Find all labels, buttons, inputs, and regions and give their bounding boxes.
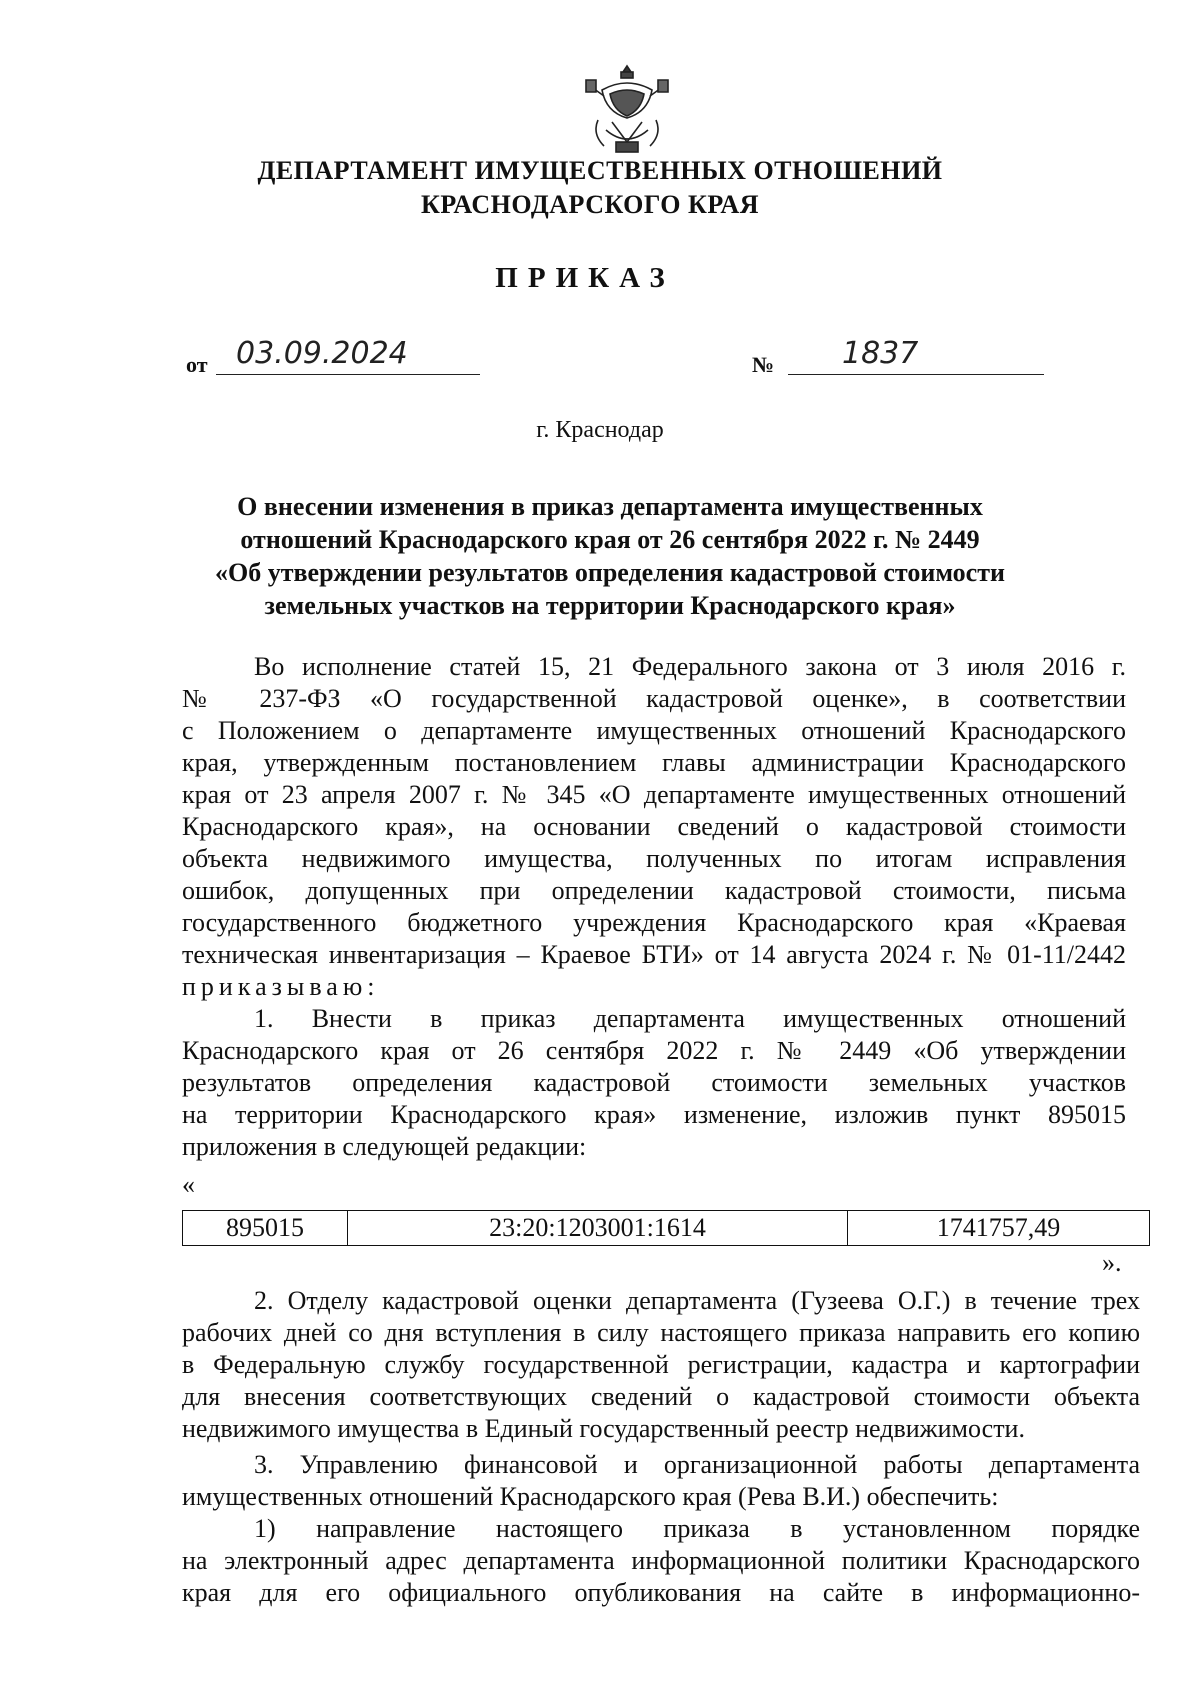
item3-line: имущественных отношений Краснодарского края (Рева В.И.) обеспечить: xyxy=(182,1482,999,1511)
title-line: земельных участков на территории Краснодарского края» xyxy=(264,591,956,620)
title-line: «Об утверждении результатов определения кадастровой стоимости xyxy=(215,558,1005,587)
preamble-line: края, утвержденным постановлением главы администрации Краснодарского xyxy=(182,748,1126,777)
order-directive: приказываю: xyxy=(182,972,380,1001)
department-name-line1: ДЕПАРТАМЕНТ ИМУЩЕСТВЕННЫХ ОТНОШЕНИЙ xyxy=(257,156,943,185)
item1-line: приложения в следующей редакции: xyxy=(182,1132,587,1161)
preamble-line: края от 23 апреля 2007 г. № 345 «О департаменте имущественных отношений xyxy=(182,780,1126,809)
title-line: О внесении изменения в приказ департамента имущественных xyxy=(237,492,983,521)
preamble-line: Во исполнение статей 15, 21 Федерального закона от 3 июля 2016 г. xyxy=(254,652,1126,681)
document-title xyxy=(0,490,1200,622)
number-underline xyxy=(788,374,1044,375)
city: г. Краснодар xyxy=(536,417,664,443)
item1-line: 1. Внести в приказ департамента имущественных отношений xyxy=(254,1004,1126,1033)
item2-line: для внесения соответствующих сведений о кадастровой стоимости объекта xyxy=(182,1382,1140,1411)
quote-open: « xyxy=(182,1170,195,1199)
date-handwritten: 03.09.2024 xyxy=(236,336,408,371)
number-label: № xyxy=(752,352,775,377)
preamble-line: ошибок, допущенных при определении кадастровой стоимости, письма xyxy=(182,876,1126,905)
title-line: отношений Краснодарского края от 26 сентября 2022 г. № 2449 xyxy=(240,525,980,554)
item1-line: Краснодарского края от 26 сентября 2022 г. № 2449 «Об утверждении xyxy=(182,1036,1126,1065)
item1-line: на территории Краснодарского края» изменение, изложив пункт 895015 xyxy=(182,1100,1126,1129)
preamble-line: Краснодарского края», на основании сведений о кадастровой стоимости xyxy=(182,812,1126,841)
item3-sub1-line: 1) направление настоящего приказа в установленном порядке xyxy=(254,1514,1140,1543)
quote-close: ». xyxy=(1102,1248,1122,1277)
coat-of-arms-icon xyxy=(572,60,682,160)
table-cell-cadastral-value: 1741757,49 xyxy=(936,1213,1061,1242)
number-handwritten: 1837 xyxy=(842,336,919,371)
item3-line: 3. Управлению финансовой и организационной работы департамента xyxy=(254,1450,1140,1479)
item3-sub1-line: на электронный адрес департамента информационной политики Краснодарского xyxy=(182,1546,1140,1575)
table-cell-cadastral-number: 23:20:1203001:1614 xyxy=(348,1211,848,1245)
preamble-line: № 237-ФЗ «О государственной кадастровой оценке», в соответствии xyxy=(182,684,1126,713)
item2-line: в Федеральную службу государственной регистрации, кадастра и картографии xyxy=(182,1350,1140,1379)
preamble-line: с Положением о департаменте имущественных отношений Краснодарского xyxy=(182,716,1126,745)
item2-line: рабочих дней со дня вступления в силу настоящего приказа направить его копию xyxy=(182,1318,1140,1347)
cadastral-table xyxy=(182,1210,1150,1246)
preamble-line: объекта недвижимого имущества, полученных по итогам исправления xyxy=(182,844,1126,873)
item2-line: 2. Отделу кадастровой оценки департамента (Гузеева О.Г.) в течение трех xyxy=(254,1286,1140,1315)
table-cell-item-number: 895015 xyxy=(183,1211,348,1245)
date-label: от xyxy=(186,352,208,377)
item3-sub1-line: края для его официального опубликования на сайте в информационно- xyxy=(182,1578,1140,1607)
department-name-line2: КРАСНОДАРСКОГО КРАЯ xyxy=(421,190,759,219)
item2-line: недвижимого имущества в Единый государственный реестр недвижимости. xyxy=(182,1414,1025,1443)
item1-line: результатов определения кадастровой стоимости земельных участков xyxy=(182,1068,1126,1097)
preamble-line: техническая инвентаризация – Краевое БТИ» от 14 августа 2024 г. № 01-11/2442 xyxy=(182,940,1126,969)
order-heading: ПРИКАЗ xyxy=(495,262,675,294)
preamble-line: государственного бюджетного учреждения Краснодарского края «Краевая xyxy=(182,908,1126,937)
date-underline xyxy=(216,374,480,375)
